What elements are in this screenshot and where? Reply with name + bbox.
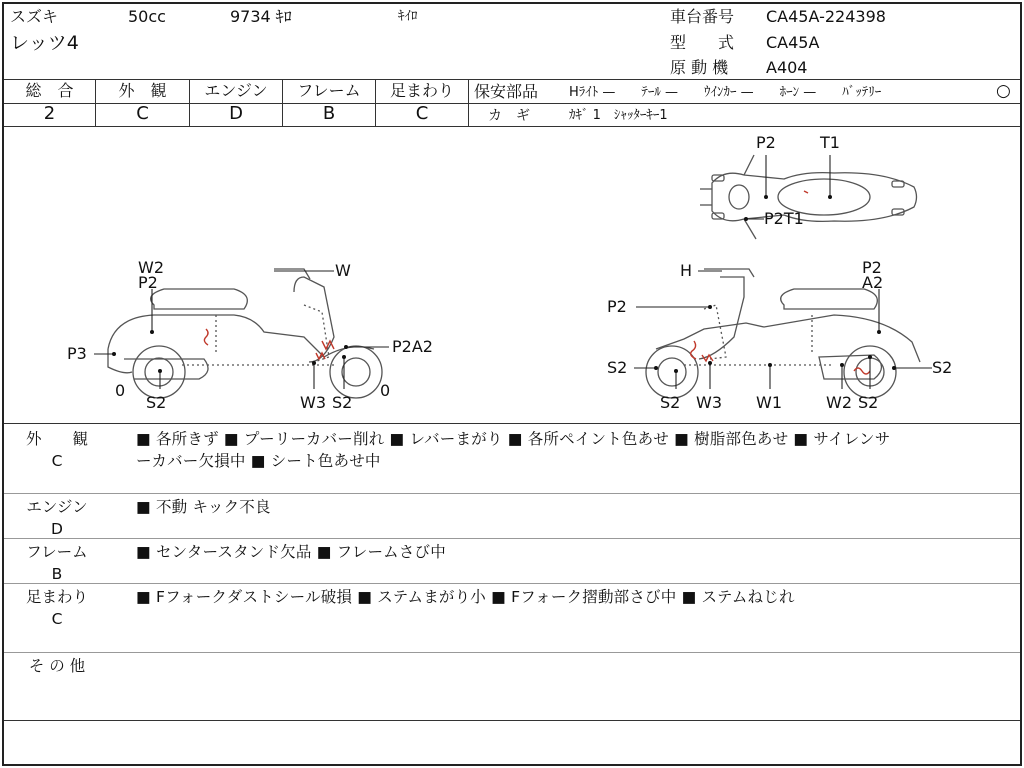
chassis-number-label: 車台番号 xyxy=(670,7,735,26)
displacement: 50cc xyxy=(128,7,166,26)
mileage-unit: ｷｲﾛ xyxy=(398,9,418,24)
safety-mid-border xyxy=(468,103,1020,104)
diagram-label: P2 xyxy=(862,258,882,277)
diagram-label: S2 xyxy=(146,393,167,412)
notes-divider xyxy=(4,652,1020,653)
diagram-label: P2 xyxy=(607,297,627,316)
model-name: レッツ4 xyxy=(10,32,79,54)
diagram-label: H xyxy=(680,261,693,280)
diagram-label: W2 xyxy=(826,393,852,412)
note-category: そ の 他 xyxy=(28,657,86,675)
note-category: 足まわり xyxy=(25,588,88,606)
inspection-sheet xyxy=(2,2,1022,766)
diagram-label: W1 xyxy=(756,393,782,412)
diagram-label: 0 xyxy=(380,381,391,400)
note-text: ■ 不動 キック不良 xyxy=(136,498,271,516)
note-grade: D xyxy=(51,520,63,538)
note-text: ■ 各所きず ■ プーリーカバー削れ ■ レバーまがり ■ 各所ペイント色あせ ■ 樹脂部色あせ ■ サイレンサーカバー欠損中 ■ シート色あせ中 xyxy=(136,430,891,470)
diagram-label: S2 xyxy=(932,358,953,377)
notes-top-border xyxy=(4,423,1020,424)
diagram-label: S2 xyxy=(607,358,628,377)
diagram-label: A2 xyxy=(862,273,884,292)
type-label: 型 式 xyxy=(670,33,735,52)
diagram-label: P2T1 xyxy=(764,209,804,228)
grade-suspension-value: C xyxy=(415,103,429,124)
diagram-label: 0 xyxy=(115,381,126,400)
maker-name: スズキ xyxy=(10,7,59,26)
diagram-label: W3 xyxy=(300,393,326,412)
leader-lines xyxy=(94,155,932,389)
chassis-number-value: CA45A-224398 xyxy=(766,7,886,26)
notes-divider xyxy=(4,583,1020,584)
grade-divider xyxy=(468,79,469,126)
note-category: エンジン xyxy=(26,498,88,516)
diagram-label: S2 xyxy=(660,393,681,412)
grade-suspension-label: 足まわり xyxy=(389,81,454,100)
note-category: 外 観 xyxy=(25,430,88,448)
note-grade: B xyxy=(51,565,63,583)
grade-table-top-border xyxy=(4,79,1020,80)
grade-overall-label: 総 合 xyxy=(25,81,74,100)
note-category: フレーム xyxy=(26,543,88,561)
top-view-scooter-icon xyxy=(700,155,917,239)
battery-mark: ○ xyxy=(996,81,1011,101)
grade-exterior-label: 外 観 xyxy=(118,81,167,100)
diagram-label: P2 xyxy=(756,133,776,152)
note-grade: C xyxy=(51,610,63,628)
safety-parts-items: Hﾗｲﾄ — ﾃｰﾙ — ｳｲﾝｶｰ — ﾎｰﾝ — ﾊﾞｯﾃﾘｰ xyxy=(569,85,882,100)
safety-parts-label: 保安部品 xyxy=(474,82,539,101)
type-value: CA45A xyxy=(766,33,820,52)
diagram-label: P3 xyxy=(67,344,87,363)
diagram-label: W xyxy=(335,261,351,280)
diagram-label: P2 xyxy=(138,273,158,292)
grade-engine-value: D xyxy=(229,103,243,124)
diagram-label: W2 xyxy=(138,258,164,277)
grade-exterior-value: C xyxy=(136,103,149,124)
key-value: ｶｷﾞ 1 ｼｬｯﾀｰｷｰ1 xyxy=(569,108,668,123)
diagram-label: S2 xyxy=(858,393,879,412)
notes-divider xyxy=(4,538,1020,539)
mileage: 9734 ｷﾛ xyxy=(230,7,292,26)
note-text: ■ Fフォークダストシール破損 ■ ステムまがり小 ■ Fフォーク摺動部さび中 ■ ステムねじれ xyxy=(136,588,795,606)
grade-overall-value: 2 xyxy=(43,103,56,124)
notes-bottom-border xyxy=(4,720,1020,721)
grade-frame-label: フレーム xyxy=(297,81,361,100)
diagram-label: S2 xyxy=(332,393,353,412)
note-text: ■ センタースタンド欠品 ■ フレームさび中 xyxy=(136,543,446,561)
grade-frame-value: B xyxy=(322,103,336,124)
diagram-label: T1 xyxy=(820,133,840,152)
note-grade: C xyxy=(51,452,63,470)
key-label: カ ギ xyxy=(488,108,530,124)
engine-label: 原 動 機 xyxy=(670,58,729,77)
grade-engine-label: エンジン xyxy=(204,81,268,100)
engine-value: A404 xyxy=(766,58,808,77)
diagram-label: P2A2 xyxy=(392,337,433,356)
notes-divider xyxy=(4,493,1020,494)
diagram-label: W3 xyxy=(696,393,722,412)
